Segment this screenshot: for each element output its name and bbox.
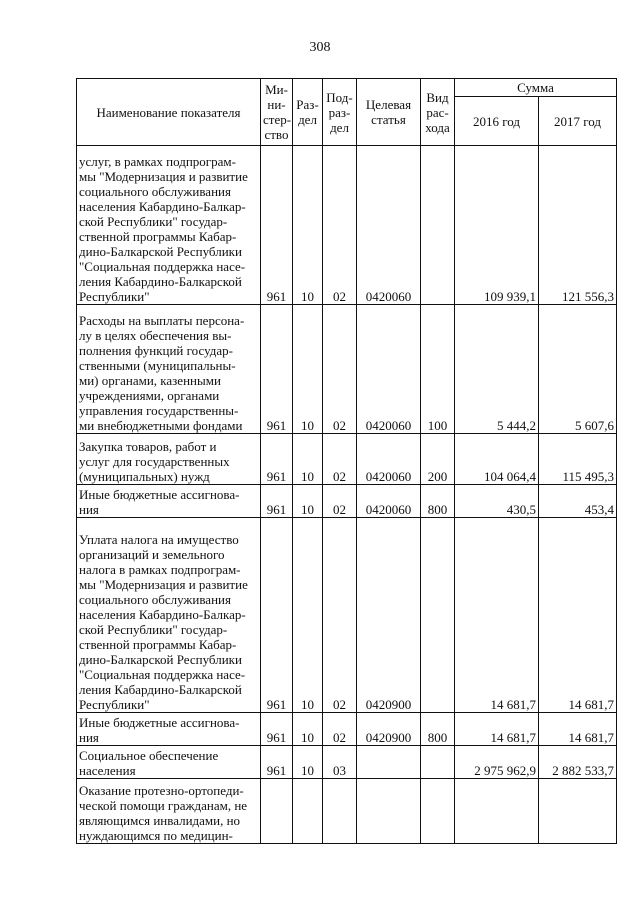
- header-subsection: Под- раз- дел: [323, 79, 357, 146]
- target-article-code: [357, 779, 421, 844]
- row-name: услуг, в рамках подпрограм- мы "Модернизация и развитие социального обслуживания населения Кабардино-Балкар- ской Республики" государ- ственной программы Кабар- дино-Балкарской Республики "Социальная поддержка насе- ления Кабардино-Балкарской Республики": [77, 146, 261, 305]
- ministry-code: [261, 779, 293, 844]
- section-code: 10: [293, 305, 323, 434]
- sum-2017: 5 607,6: [539, 305, 617, 434]
- table-row: [77, 518, 617, 713]
- sum-2016: 5 444,2: [455, 305, 539, 434]
- section-code: [293, 779, 323, 844]
- expense-type-code: 800: [421, 485, 455, 518]
- header-section: Раз- дел: [293, 79, 323, 146]
- sum-2017: 121 556,3: [539, 146, 617, 305]
- ministry-code: 961: [261, 305, 293, 434]
- subsection-code: 02: [323, 146, 357, 305]
- sum-2016: [455, 779, 539, 844]
- target-article-code: 0420060: [357, 305, 421, 434]
- expense-type-code: [421, 746, 455, 779]
- subsection-code: 02: [323, 485, 357, 518]
- header-year-2016: 2016 год: [455, 97, 539, 146]
- header-year-2017: 2017 год: [539, 97, 617, 146]
- table-row: [77, 434, 617, 485]
- ministry-code: 961: [261, 746, 293, 779]
- row-name: Оказание протезно-ортопеди- ческой помощи гражданам, не являющимся инвалидами, но нуждающимся по медицин-: [77, 779, 261, 844]
- header-sum: Сумма: [455, 79, 617, 97]
- sum-2016: 2 975 962,9: [455, 746, 539, 779]
- subsection-code: 02: [323, 713, 357, 746]
- page-number: 308: [309, 40, 331, 55]
- budget-table: [76, 78, 617, 844]
- subsection-code: 03: [323, 746, 357, 779]
- subsection-code: [323, 779, 357, 844]
- expense-type-code: [421, 518, 455, 713]
- expense-type-code: [421, 146, 455, 305]
- ministry-code: 961: [261, 485, 293, 518]
- header-ministry: Ми- ни- стер- ство: [261, 79, 293, 146]
- section-code: 10: [293, 146, 323, 305]
- sum-2017: 2 882 533,7: [539, 746, 617, 779]
- sum-2017: 115 495,3: [539, 434, 617, 485]
- sum-2017: 453,4: [539, 485, 617, 518]
- table-row: [77, 713, 617, 746]
- expense-type-code: 100: [421, 305, 455, 434]
- row-name: Уплата налога на имущество организаций и земельного налога в рамках подпрограм- мы "Модернизация и развитие социального обслуживания населения Кабардино-Балкар- ской Республики" государ- ственной программы Кабар- дино-Балкарской Республики "Социальная поддержка насе- ления Кабардино-Балкарской Республики": [77, 518, 261, 713]
- sum-2017: [539, 779, 617, 844]
- ministry-code: 961: [261, 146, 293, 305]
- target-article-code: 0420060: [357, 485, 421, 518]
- row-name: Социальное обеспечение населения: [77, 746, 261, 779]
- ministry-code: 961: [261, 434, 293, 485]
- row-name: Закупка товаров, работ и услуг для государственных (муниципальных) нужд: [77, 434, 261, 485]
- target-article-code: 0420060: [357, 146, 421, 305]
- sum-2016: 14 681,7: [455, 518, 539, 713]
- expense-type-code: 800: [421, 713, 455, 746]
- row-name: Иные бюджетные ассигнова- ния: [77, 485, 261, 518]
- section-code: 10: [293, 485, 323, 518]
- sum-2016: 104 064,4: [455, 434, 539, 485]
- row-name: Расходы на выплаты персона- лу в целях обеспечения вы- полнения функций государ- ственными (муниципальны- ми) органами, казенными учреждениями, органами управления государственны- ми внебюджетными фондами: [77, 305, 261, 434]
- subsection-code: 02: [323, 434, 357, 485]
- table-row: [77, 485, 617, 518]
- target-article-code: [357, 746, 421, 779]
- section-code: 10: [293, 713, 323, 746]
- sum-2016: 109 939,1: [455, 146, 539, 305]
- row-name: Иные бюджетные ассигнова- ния: [77, 713, 261, 746]
- table-row: [77, 779, 617, 844]
- expense-type-code: 200: [421, 434, 455, 485]
- table-row: [77, 305, 617, 434]
- target-article-code: 0420900: [357, 713, 421, 746]
- ministry-code: 961: [261, 518, 293, 713]
- sum-2017: 14 681,7: [539, 713, 617, 746]
- target-article-code: 0420060: [357, 434, 421, 485]
- subsection-code: 02: [323, 518, 357, 713]
- header-target-article: Целевая статья: [357, 79, 421, 146]
- header-expense-type: Вид рас- хода: [421, 79, 455, 146]
- header-name: Наименование показателя: [77, 79, 261, 146]
- expense-type-code: [421, 779, 455, 844]
- sum-2016: 430,5: [455, 485, 539, 518]
- ministry-code: 961: [261, 713, 293, 746]
- target-article-code: 0420900: [357, 518, 421, 713]
- section-code: 10: [293, 434, 323, 485]
- section-code: 10: [293, 746, 323, 779]
- table-row: [77, 146, 617, 305]
- table-row: [77, 746, 617, 779]
- sum-2017: 14 681,7: [539, 518, 617, 713]
- sum-2016: 14 681,7: [455, 713, 539, 746]
- subsection-code: 02: [323, 305, 357, 434]
- section-code: 10: [293, 518, 323, 713]
